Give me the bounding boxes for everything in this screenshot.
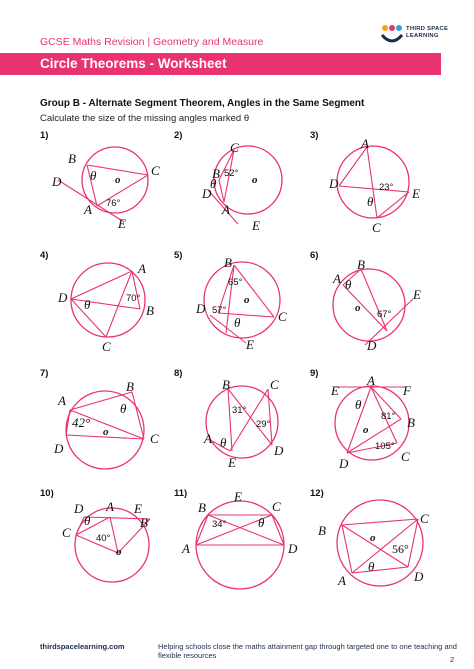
svg-text:A: A <box>84 202 92 217</box>
svg-text:B: B <box>407 415 415 430</box>
svg-text:D: D <box>58 290 68 305</box>
svg-text:θ: θ <box>258 515 265 530</box>
svg-text:θ: θ <box>355 397 362 412</box>
svg-text:B: B <box>146 303 154 318</box>
title-banner <box>0 53 441 75</box>
svg-text:A: A <box>367 373 375 388</box>
svg-text:C: C <box>278 309 287 324</box>
svg-text:D: D <box>54 441 64 456</box>
svg-text:D: D <box>52 174 62 189</box>
question-10-diagram <box>40 495 170 595</box>
breadcrumb: GCSE Maths Revision | Geometry and Measure <box>40 36 264 48</box>
page-title: Circle Theorems - Worksheet <box>40 56 227 71</box>
footer-website: thirdspacelearning.com <box>40 642 125 651</box>
svg-text:E: E <box>134 501 142 516</box>
svg-text:A: A <box>338 573 346 588</box>
logo-icon <box>380 23 404 47</box>
svg-text:A: A <box>204 431 212 446</box>
svg-text:42°: 42° <box>72 415 91 430</box>
svg-text:o: o <box>252 174 258 186</box>
svg-text:D: D <box>329 176 339 191</box>
svg-text:o: o <box>363 424 369 436</box>
svg-text:A: A <box>333 271 341 286</box>
question-number: 4) <box>40 250 49 261</box>
svg-text:o: o <box>116 546 122 558</box>
svg-text:C: C <box>372 220 381 235</box>
svg-text:A: A <box>58 393 66 408</box>
question-number: 7) <box>40 368 49 379</box>
svg-text:E: E <box>246 337 254 352</box>
svg-text:A: A <box>138 261 146 276</box>
question-number: 9) <box>310 368 319 379</box>
svg-text:D: D <box>339 456 349 471</box>
svg-text:E: E <box>118 216 126 231</box>
question-5-diagram <box>190 255 300 355</box>
section-title: Group B - Alternate Segment Theorem, Angles in the Same Segment <box>40 98 365 109</box>
svg-text:A: A <box>222 202 230 217</box>
svg-text:B: B <box>68 151 76 166</box>
question-number: 6) <box>310 250 319 261</box>
svg-text:o: o <box>355 302 361 314</box>
question-3-diagram <box>325 136 435 240</box>
instruction: Calculate the size of the missing angles marked θ <box>40 113 250 124</box>
logo-text: THIRD SPACE LEARNING <box>406 26 449 39</box>
svg-text:o: o <box>370 532 376 544</box>
svg-text:A: A <box>182 541 190 556</box>
svg-text:B: B <box>357 257 365 272</box>
question-7-diagram <box>40 375 170 475</box>
svg-text:B: B <box>212 166 220 181</box>
svg-text:E: E <box>331 383 339 398</box>
svg-text:D: D <box>202 186 212 201</box>
page-number: 2 <box>450 655 455 664</box>
question-12-diagram <box>318 495 443 595</box>
svg-text:C: C <box>151 163 160 178</box>
svg-text:E: E <box>412 186 420 201</box>
svg-text:o: o <box>115 174 121 186</box>
svg-text:23°: 23° <box>379 182 394 193</box>
svg-text:D: D <box>196 301 206 316</box>
question-2-diagram <box>186 140 296 240</box>
question-number: 12) <box>310 488 324 499</box>
svg-text:D: D <box>288 541 298 556</box>
svg-text:29°: 29° <box>256 419 271 430</box>
question-number: 5) <box>174 250 183 261</box>
svg-text:52°: 52° <box>224 168 239 179</box>
svg-text:θ: θ <box>345 277 352 292</box>
question-number: 8) <box>174 368 183 379</box>
svg-text:31°: 31° <box>232 405 247 416</box>
svg-text:76°: 76° <box>106 198 121 209</box>
svg-text:θ: θ <box>367 194 374 209</box>
svg-text:C: C <box>272 499 281 514</box>
svg-text:E: E <box>234 489 242 504</box>
svg-text:θ: θ <box>234 315 241 330</box>
svg-text:C: C <box>150 431 159 446</box>
svg-text:105°: 105° <box>375 441 395 452</box>
svg-text:40°: 40° <box>96 533 111 544</box>
svg-text:70°: 70° <box>126 293 141 304</box>
svg-text:B: B <box>198 500 206 515</box>
svg-text:C: C <box>102 339 111 354</box>
svg-text:D: D <box>414 569 424 584</box>
svg-text:A: A <box>361 136 369 151</box>
svg-text:θ: θ <box>120 401 127 416</box>
question-number: 11) <box>174 488 188 499</box>
svg-text:56°: 56° <box>392 542 409 556</box>
svg-text:D: D <box>274 443 284 458</box>
svg-text:C: C <box>420 511 429 526</box>
svg-text:E: E <box>228 455 236 470</box>
svg-text:57°: 57° <box>212 305 227 316</box>
question-6-diagram <box>325 255 435 355</box>
svg-text:A: A <box>106 499 114 514</box>
question-number: 2) <box>174 130 183 141</box>
svg-text:E: E <box>252 218 260 233</box>
svg-text:B: B <box>318 523 326 538</box>
svg-text:C: C <box>62 525 71 540</box>
svg-text:θ: θ <box>84 513 91 528</box>
svg-text:θ: θ <box>210 176 217 191</box>
question-1-diagram <box>40 140 170 240</box>
svg-text:C: C <box>230 140 239 155</box>
svg-text:o: o <box>244 294 250 306</box>
question-8-diagram <box>190 375 300 475</box>
svg-text:B: B <box>126 379 134 394</box>
svg-text:C: C <box>401 449 410 464</box>
question-number: 3) <box>310 130 319 141</box>
svg-text:θ: θ <box>220 435 227 450</box>
svg-text:θ: θ <box>90 168 97 183</box>
question-4-diagram <box>40 255 170 355</box>
svg-text:F: F <box>403 383 411 398</box>
svg-text:B: B <box>224 255 232 270</box>
svg-text:34°: 34° <box>212 519 227 530</box>
svg-text:o: o <box>103 426 109 438</box>
svg-text:D: D <box>367 338 377 353</box>
svg-text:C: C <box>270 377 279 392</box>
question-9-diagram <box>325 375 435 475</box>
svg-text:67°: 67° <box>377 309 392 320</box>
svg-text:B: B <box>140 515 148 530</box>
tsl-logo <box>380 23 450 47</box>
svg-text:D: D <box>74 501 84 516</box>
svg-text:65°: 65° <box>228 277 243 288</box>
footer-tagline: Helping schools close the maths attainment gap through targeted one to one teaching and flexible resources <box>158 642 457 660</box>
svg-text:81°: 81° <box>381 411 396 422</box>
svg-text:B: B <box>222 377 230 392</box>
question-number: 10) <box>40 488 54 499</box>
svg-text:E: E <box>413 287 421 302</box>
question-number: 1) <box>40 130 49 141</box>
svg-text:θ: θ <box>368 559 375 574</box>
svg-text:θ: θ <box>84 297 91 312</box>
